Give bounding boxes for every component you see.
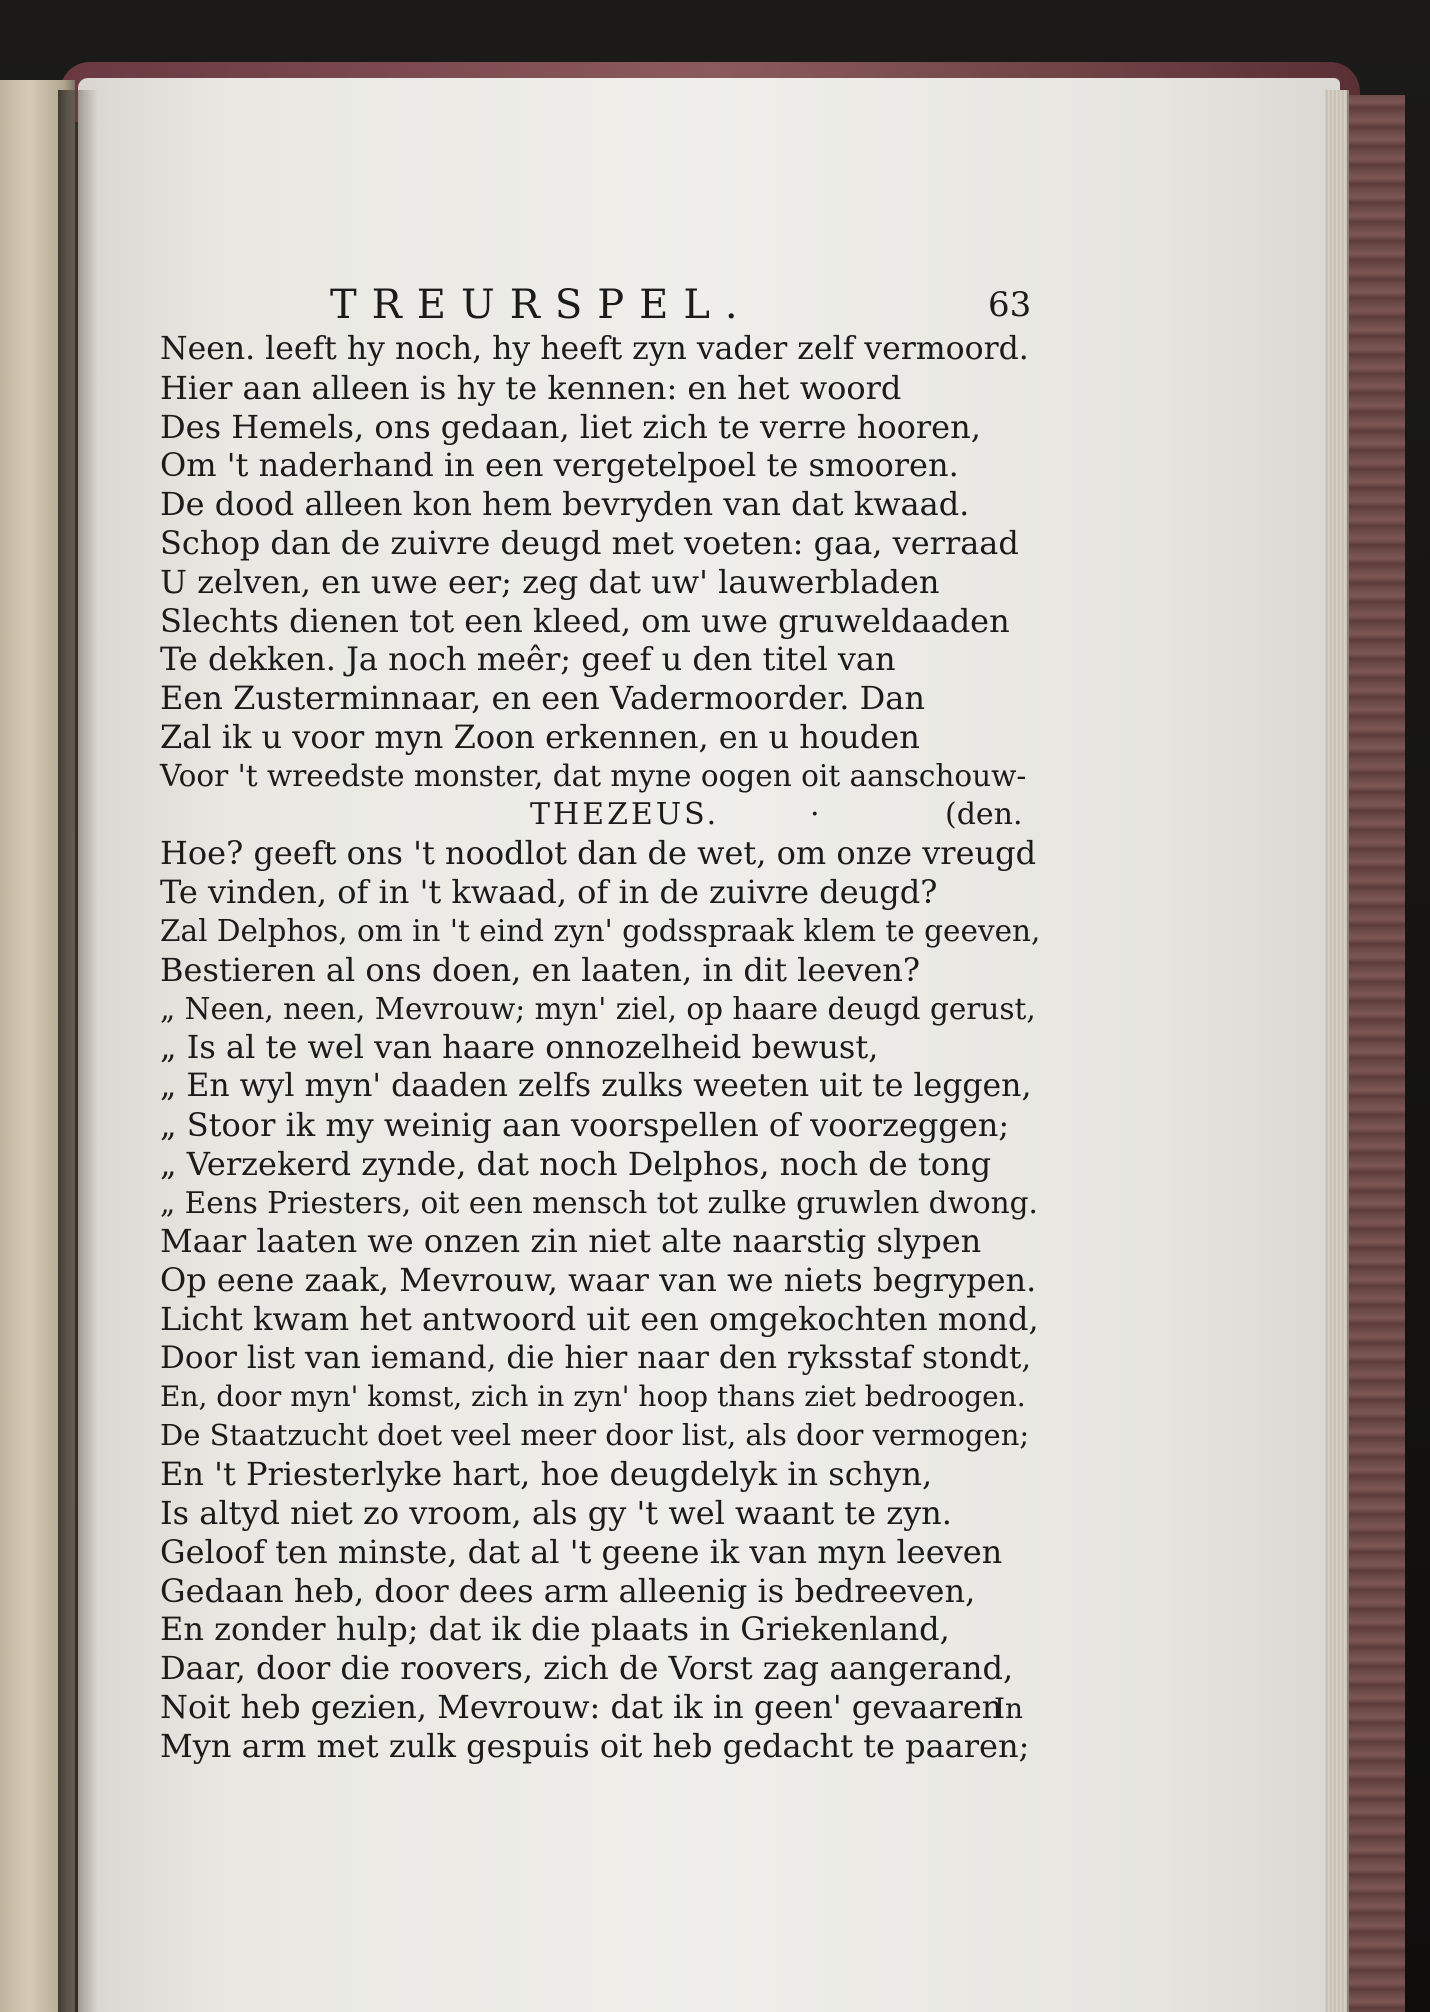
verse-line: Zal Delphos, om in 't eind zyn' godsspraak klem te geeven, <box>160 913 1041 948</box>
page-stack-edge <box>1325 90 1349 2012</box>
speaker-line <box>160 796 1040 835</box>
verse-line: Te dekken. Ja noch meêr; geef u den titel van <box>160 640 896 679</box>
verse-line: „ Is al te wel van haare onnozelheid bewust, <box>160 1028 879 1067</box>
verse-line: Gedaan heb, door dees arm alleenig is bedreeven, <box>160 1571 976 1610</box>
verse-block-2 <box>160 834 1040 1765</box>
verse-line: Noit heb gezien, Mevrouw: dat ik in geen' gevaaren <box>160 1687 1003 1726</box>
page-text <box>160 280 1040 1765</box>
speaker-dot: · <box>810 796 820 832</box>
page-header <box>160 280 1040 330</box>
verse-line: Neen. leeft hy noch, hy heeft zyn vader zelf vermoord. <box>160 331 1029 367</box>
verse-line: Myn arm met zulk gespuis oit heb gedacht te paaren; <box>160 1726 1030 1765</box>
verse-block-1 <box>160 330 1040 796</box>
verse-line: Des Hemels, ons gedaan, liet zich te verre hooren, <box>160 407 981 446</box>
verse-line: Voor 't wreedste monster, dat myne oogen oit aanschouw- <box>160 758 1027 793</box>
verse-line: Is altyd niet zo vroom, als gy 't wel waant te zyn. <box>160 1493 952 1532</box>
verse-line: Op eene zaak, Mevrouw, waar van we niets begrypen. <box>160 1261 1037 1300</box>
verse-line: „ En wyl myn' daaden zelfs zulks weeten uit te leggen, <box>160 1068 1032 1105</box>
verse-line: Licht kwam het antwoord uit een omgekochten mond, <box>160 1299 1039 1338</box>
running-title: TREURSPEL. <box>330 282 753 328</box>
verse-line: En, door myn' komst, zich in zyn' hoop thans ziet bedroogen. <box>160 1379 1026 1413</box>
verse-line: „ Neen, neen, Mevrouw; myn' ziel, op haare deugd gerust, <box>160 991 1036 1026</box>
verse-line: Te vinden, of in 't kwaad, of in de zuivre deugd? <box>160 873 938 912</box>
catchword: In <box>994 1692 1024 1725</box>
verse-line: Bestieren al ons doen, en laaten, in dit leeven? <box>160 950 921 989</box>
page-number: 63 <box>988 285 1032 325</box>
book-gutter <box>58 90 98 2012</box>
verse-line: Hier aan alleen is hy te kennen: en het woord <box>160 368 902 407</box>
verse-line: Maar laaten we onzen zin niet alte naarstig slypen <box>160 1222 982 1261</box>
verse-line: De dood alleen kon hem bevryden van dat kwaad. <box>160 485 970 524</box>
speaker-name: THEZEUS. <box>530 796 720 832</box>
verse-line: Slechts dienen tot een kleed, om uwe gruweldaaden <box>160 601 1010 640</box>
verse-line: Zal ik u voor myn Zoon erkennen, en u houden <box>160 717 920 756</box>
verse-line: „ Eens Priesters, oit een mensch tot zulke gruwlen dwong. <box>160 1185 1038 1220</box>
verse-line: Daar, door die roovers, zich de Vorst zag aangerand, <box>160 1649 1014 1688</box>
verse-line: „ Verzekerd zynde, dat noch Delphos, noch de tong <box>160 1144 992 1183</box>
verse-line: Een Zusterminnaar, en een Vadermoorder. Dan <box>160 679 925 718</box>
verse-line: Door list van iemand, die hier naar den ryksstaf stondt, <box>160 1339 1032 1376</box>
verse-line: De Staatzucht doet veel meer door list, als door vermogen; <box>160 1418 1030 1453</box>
verse-line: En 't Priesterlyke hart, hoe deugdelyk in schyn, <box>160 1455 933 1494</box>
verse-line: En zonder hulp; dat ik die plaats in Griekenland, <box>160 1610 950 1649</box>
verse-line: „ Stoor ik my weinig aan voorspellen of voorzeggen; <box>160 1105 1010 1144</box>
verse-line: Om 't naderhand in een vergetelpoel te smooren. <box>160 446 959 485</box>
verse-line: Geloof ten minste, dat al 't geene ik van myn leeven <box>160 1532 1003 1571</box>
runover-text: (den. <box>945 796 1023 832</box>
verse-line: U zelven, en uwe eer; zeg dat uw' lauwerbladen <box>160 562 940 601</box>
verse-line: Hoe? geeft ons 't noodlot dan de wet, om onze vreugd <box>160 834 1037 873</box>
verse-line: Schop dan de zuivre deugd met voeten: gaa, verraad <box>160 523 1019 562</box>
